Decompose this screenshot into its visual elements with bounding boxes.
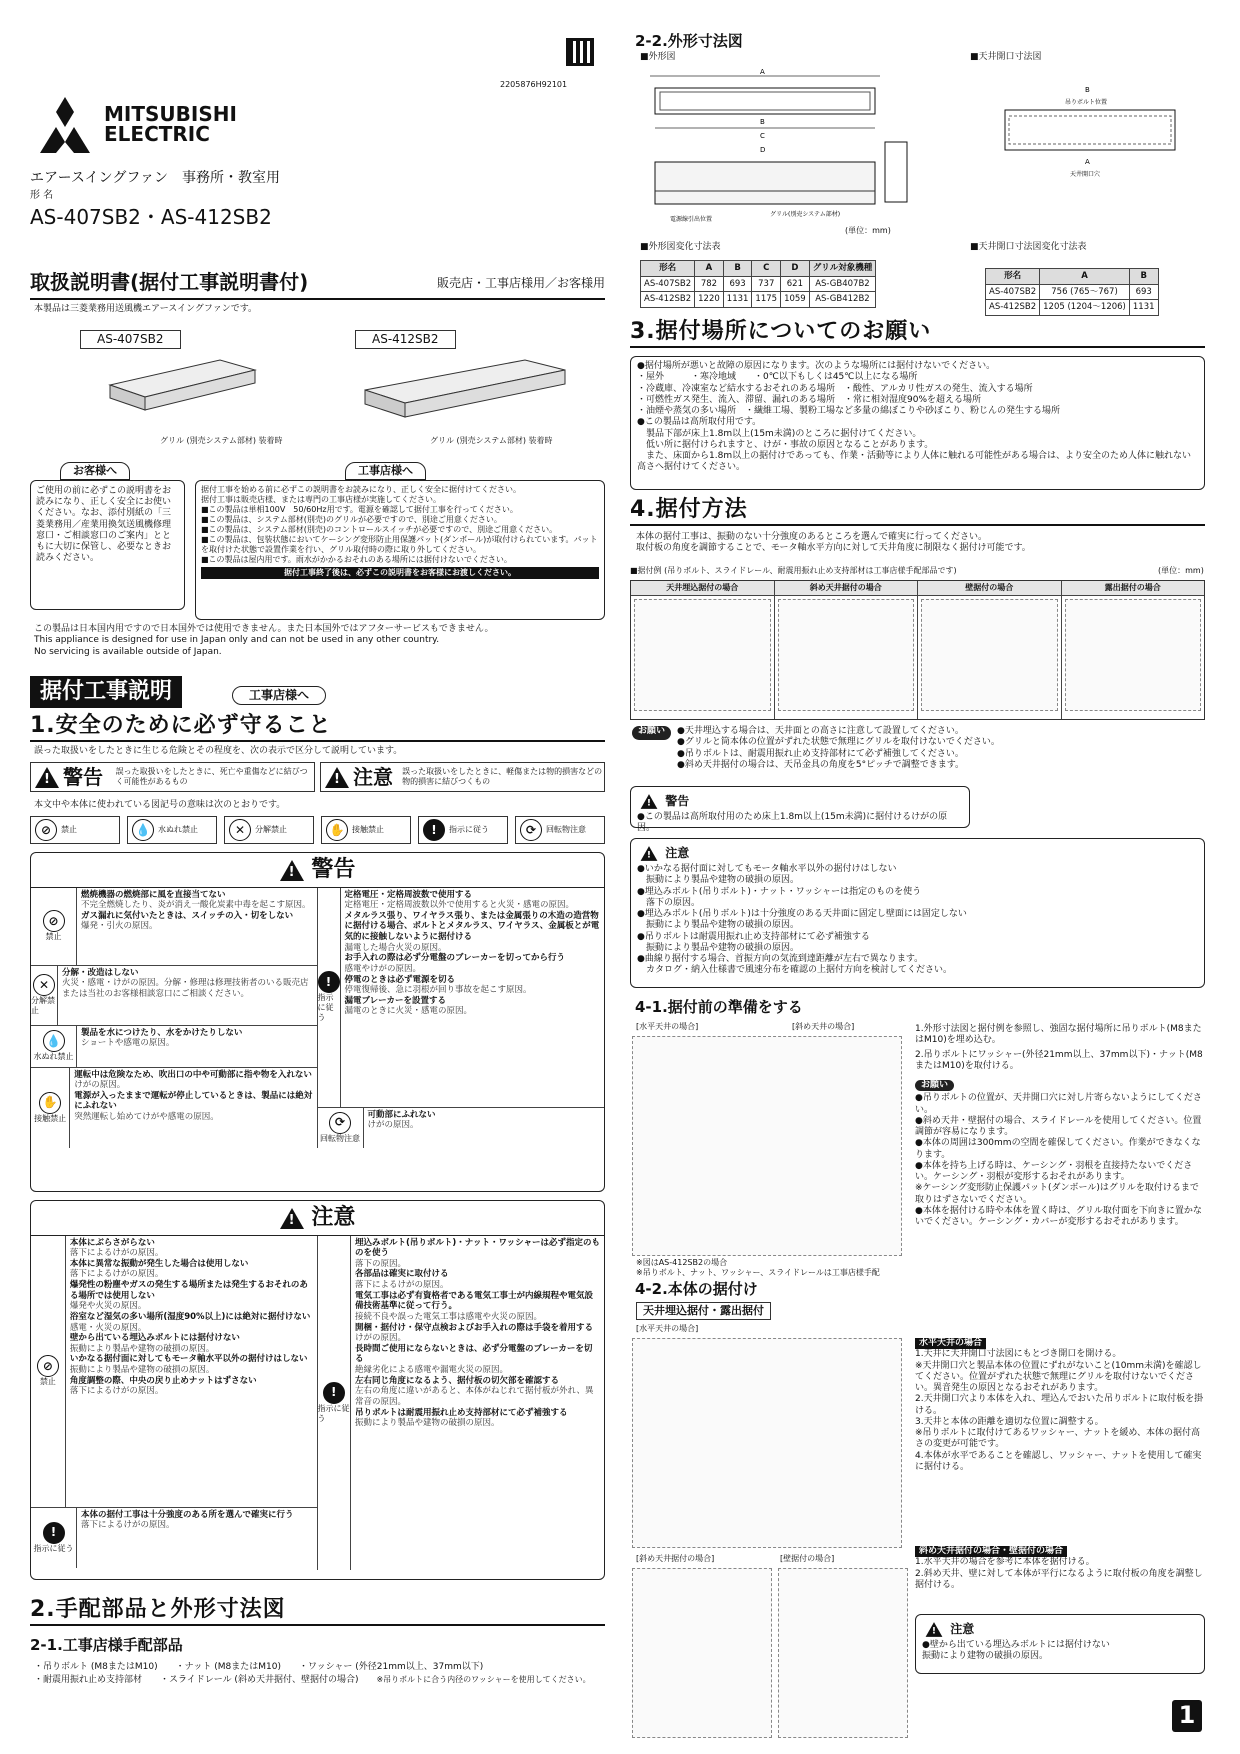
installer-box <box>195 462 605 622</box>
manual-title-bar <box>30 270 605 300</box>
warning-label: 警告 <box>63 764 103 789</box>
caution-legend <box>320 762 605 792</box>
slant-head: 斜め天井据付の場合・壁据付の場合 <box>915 1546 1067 1557</box>
case-diagram <box>921 599 1058 711</box>
product-image-a <box>100 355 260 420</box>
installer-line: ■この製品は単相100V 50/60Hz用です。電源を確認して据付工事を行ってください。 <box>201 504 518 514</box>
outer-drawing <box>640 66 910 241</box>
horiz-head: 水平天井の場合 <box>915 1338 986 1349</box>
section-2-title: 2.手配部品と外形寸法図 <box>30 1596 605 1626</box>
no-touch-icon: ✋ <box>326 819 348 841</box>
no-disassembly-icon: ✕ <box>229 819 251 841</box>
symbol-lead: 本文中や本体に使われている図記号の意味は次のとおりです。 <box>34 800 286 810</box>
caution-table: ! 注意 ⊘ 禁止 本体にぶらさがらない 落下によるけがの原因。 本体に異常な振動が発生した場合は使用しない 落下によるけがの原因。 爆発性の粉塵やガスの発生する場所または発生するおそれのある場所では使用しない 爆発や火災の原因。 浴室など湿気の多い場所(湿度90%以上)には絶対に据付けない 感電・火災の原因。 壁から出ている埋込みボルトには据付けない 振動により製品や建物の破損の原因。 いかなる据付面に対してもモータ軸水平以外の据付けはしない 振動により製品や建物の破損の原因。 角度調整の際、中央の戻り止めナットはずさない 落下によるけがの原因。 ! 指示に従う 本体の据付工事は十分強度のある所を選んで確実に行う 落下によるけがの原因。 ! 指示に従う 埋込みボルト(吊りボルト)・ナット・ワッシャーは必ず指定のものを使う 落下の原因。 各部品は確実に取付ける 落下によるけがの原因。 電気工事は必ず有資格者である電気工事士が内線規程や電気設備技術基準に従って行う。 接続不良や誤った電気工事は感電や火災の原因。 開梱・据付け・保守点検およびお手入れの際は手袋を着用する けがの原因。 長時間ご使用にならないときは、必ず分電盤のブレーカーを切る 絶縁劣化による感電や漏電火災の原因。 左右同じ角度になるよう、据付板の切欠部を確認する 左右の角度に違いがあると、本体がねじれて据付板が外れ、異常音の原因。 吊りボルトは耐震用振れ止め支持部材にて必ず補強する 振動により製品や建物の破損の原因。 <box>30 1200 605 1580</box>
dim-table-2 <box>985 268 1159 316</box>
model-b-label: AS-412SB2 <box>355 330 456 349</box>
table-header: グリル対象機種 <box>809 261 876 277</box>
intro-text: 本製品は三菱業務用送風機エアースイングファンです。 <box>34 304 258 314</box>
qr-code <box>566 38 594 66</box>
installer-body <box>195 480 605 620</box>
unit-note: (単位：mm) <box>845 226 891 235</box>
table-row: AS-412SB2 1205 (1204～1206) 1131 <box>986 300 1159 316</box>
install-examples <box>630 580 1205 720</box>
table-header: B <box>723 261 752 277</box>
table-row: AS-407SB2 756 (765～767) 693 <box>986 284 1159 300</box>
section-2-1-title: 2-1.工事店様手配部品 <box>30 1636 183 1654</box>
s41-notes: ※図はAS-412SB2の場合 ※吊りボルト、ナット、ワッシャー、スライドレールは工事店様手配 <box>636 1258 880 1277</box>
symbol-item: ✕ 分解禁止 <box>224 816 314 844</box>
case-diagram <box>778 599 915 711</box>
case-header: 天井埋込据付の場合 <box>631 581 774 596</box>
product-image-b <box>355 355 575 430</box>
installer-line: ■この製品は、システム部材(別売)のグリルが必要ですので、別途ご用意ください。 <box>201 514 502 524</box>
s4-lead: 本体の据付工事は、振動のない十分強度のあるところを選んで確実に行ってください。 取付板の角度を調節することで、モータ軸水平方向に対して天井角度に制限なく据付け可能です。 <box>636 532 1031 554</box>
symbol-item: ⟳ 回転物注意 <box>515 816 605 844</box>
s42-slant-label: [斜め天井据付の場合] <box>636 1554 715 1563</box>
rotating-parts-icon: ⟳ <box>520 819 542 841</box>
request-tag: お願い <box>632 726 671 740</box>
manual-title: 取扱説明書(据付工事説明書付) <box>30 270 309 294</box>
no-disassembly-icon: ✕ <box>33 974 55 996</box>
table-row: AS-407SB2 782 693 737 621 AS-GB407B2 <box>641 276 876 292</box>
svg-text:A: A <box>760 68 765 76</box>
section-4-2-title: 4-2.本体の据付け <box>635 1280 758 1298</box>
japan-notice: この製品は日本国内用ですので日本国外では使用できません。また日本国外ではアフターサービスもできません。 This appliance is designed for use in Japan only and can not be used in any other country. No servicing is available outside of Japan. <box>34 624 494 657</box>
ceiling-opening-drawing <box>985 80 1195 195</box>
instruction-icon: ! <box>423 819 445 841</box>
svg-text:天井開口穴: 天井開口穴 <box>1070 171 1101 178</box>
dim-table-1 <box>640 260 876 308</box>
installer-line: ■この製品は屋内用です。雨水がかかるおそれのある場所には据付けないでください。 <box>201 554 512 564</box>
s41-slanted: [斜め天井の場合] <box>792 1022 855 1031</box>
installer-tab: 工事店様へ <box>345 462 426 480</box>
install-section-tag: 工事店様へ <box>232 686 326 705</box>
no-water-icon: 💧 <box>132 819 154 841</box>
table-header: 形名 <box>986 269 1040 285</box>
s41-steps: 1.外形寸法図と据付例を参照し、強固な据付場所に吊りボルト(M8またはM10)を埋め込む。 2.吊りボルトにワッシャー(外径21mm以上、37mm以下)・ナット(M8またはM10)を取付ける。 お願い ●吊りボルトの位置が、天井開口穴に対し片寄らないようにしてください。 ●斜め天井・壁据付の場合、スライドレールを使用してください。位置調節が容易になります。 ●本体の周囲は300mmの空間を確保してください。作業ができなくなります。 ●本体を持ち上げる時は、ケーシング・羽根を直接持たないでください。ケーシング・羽根が変形するおそれがあります。 ※ケーシング変形防止保護パット(ダンボール)はグリルを取付けるまで取りはずさないでください。 ●本体を据付ける時や本体を置く時は、グリル取付面を下向きに置かないでください。ケーシング・カバーが変形するおそれがあります。 <box>915 1024 1203 1227</box>
parts-list: ・吊りボルト (M8またはM10) ・ナット (M8またはM10) ・ワッシャー (外径21mm以上、37mm以下) ・耐震用振れ止め支持部材 ・スライドレール (斜め天井据付、壁据付の場合) ※吊りボルトに合う内径のワッシャーを使用してください。 <box>34 1662 591 1686</box>
s42-tag: 天井埋込据付・露出据付 <box>636 1302 771 1320</box>
section-1-title: 1.安全のために必ず守ること <box>30 712 605 742</box>
rotating-parts-icon: ⟳ <box>329 1112 351 1134</box>
section-3-box: ●据付場所が悪いと故障の原因になります。次のような場所には据付けないでください。 ・屋外 ・寒冷地域 ・0℃以下もしくは45℃以上になる場所 ・冷蔵庫、冷凍室など結水するおそれのある場所 ・酸性、アルカリ性ガスの発生、流入する場所 ・可燃性ガス発生、流入、滞留、漏れのある場所 ・常に相対湿度90%を超える場所 ・油煙や蒸気の多い場所 ・繊維工場、製粉工場など多量の綿ぼこりや砂ぼこり、粉じんの発生する場所 ●この製品は高所取付用です。 製品下部が床上1.8m以上(15m未満)のところに据付けてください。 低い所に据付けられますと、けが・事故の原因となることがあります。 また、床面から1.8m以上の据付けであっても、作業・活動等により人体に触れる可能性がある場合は、より安全のため人体に触れない高さへ据付けてください。 <box>630 356 1205 490</box>
svg-text:B: B <box>760 118 765 126</box>
caution-desc: 誤った取扱いをしたときに、軽傷または物的損害などの物的損害に結びつくもの <box>402 767 603 786</box>
brand-name: MITSUBISHI ELECTRIC <box>104 102 237 146</box>
svg-text:B: B <box>1085 86 1090 94</box>
section-3-title: 3.据付場所についてのお願い <box>630 318 1205 348</box>
customer-text: ご使用の前に必ずこの説明書をお読みになり、正しく安全にお使いください。なお、添付別紙の「三菱業務用／産業用換気送風機修理窓口・ご相談窓口のご案内」とともに大切に保管し、必要なときお読みください。 <box>30 480 185 610</box>
s4-unit: (単位：mm) <box>1158 566 1204 575</box>
s42-wall-label: [壁据付の場合] <box>780 1554 835 1563</box>
no-water-icon: 💧 <box>43 1030 65 1052</box>
symbol-item: ⊘ 禁止 <box>30 816 120 844</box>
table-row: AS-412SB2 1220 1131 1175 1059 AS-GB412B2 <box>641 292 876 308</box>
outer-drawing-label: ■外形図 <box>640 52 676 62</box>
request-tag: お願い <box>915 1080 954 1091</box>
table-header: A <box>1040 269 1130 285</box>
svg-text:A: A <box>1085 158 1090 166</box>
svg-text:吊りボルト位置: 吊りボルト位置 <box>1065 99 1108 106</box>
caution-triangle-icon <box>641 846 658 861</box>
warning-table: ! 警告 ⊘ 禁止 燃焼機器の燃焼部に風を直接当てない 不完全燃焼したり、炎が消え一酸化炭素中毒を起こす原因。 ガス漏れに気付いたときは、スイッチの入・切をしない 爆発・引火の原因。 ✕ 分解禁止 分解・改造はしない 火災・感電・けがの原因。分解・修理は修理技術者のいる販売店または当社のお客様相談窓口にご相談ください。 💧 水ぬれ禁止 製品を水につけたり、水をかけたりしない ショートや感電の原因。 ✋ 接触禁止 運転中は危険なため、吹出口の中や可動部に指や物を入れない けがの原因。 電源が入ったままで運転が停止しているときは、製品には絶対にふれない 突然運転し始めてけがや感電の原因。 ! 指示に従う 定格電圧・定格周波数で使用する 定格電圧・定格周波数以外で使用すると火災・感電の原因。 メタルラス張り、ワイヤラス張り、または金属張りの木造の造営物に据付ける場合、ボルトとメタルラス、ワイヤラス、金属板とが電気的に接触しないように据付ける 漏電した場合火災の原因。 お手入れの際は必ず分電盤のブレーカーを切ってから行う 感電やけがの原因。 停電のときは必ず電源を切る 停電復帰後、急に羽根が回り事故を起こす原因。 漏電ブレーカーを設置する 漏電のときに火災・感電の原因。 ⟳ 回転物注意 可動部にふれない けがの原因。 <box>30 852 605 1192</box>
table-header: B <box>1129 269 1158 285</box>
prohibited-icon: ⊘ <box>43 910 65 932</box>
instruction-icon: ! <box>318 971 340 993</box>
symbol-item: ! 指示に従う <box>418 816 508 844</box>
caution-triangle-icon <box>280 1208 304 1229</box>
mitsubishi-logo <box>30 95 100 160</box>
customer-tab: お客様へ <box>60 462 130 480</box>
caution-label: 注意 <box>353 764 393 789</box>
table-header: A <box>695 261 724 277</box>
warning-triangle-icon <box>641 794 658 809</box>
symbol-item: ✋ 接触禁止 <box>321 816 411 844</box>
instruction-icon: ! <box>323 1382 345 1404</box>
prohibited-icon: ⊘ <box>35 819 57 841</box>
case-diagram <box>1065 599 1202 711</box>
warning-desc: 誤った取扱いをしたときに、死亡や重傷などに結びつく可能性があるもの <box>115 767 308 786</box>
svg-text:グリル(別売システム部材): グリル(別売システム部材) <box>770 211 841 218</box>
section-2-2-title: 2-2.外形寸法図 <box>635 32 743 50</box>
symbol-item: 💧 水ぬれ禁止 <box>127 816 217 844</box>
caution-triangle-icon <box>325 767 349 788</box>
customer-box <box>30 462 185 612</box>
case-header: 壁据付の場合 <box>918 581 1061 596</box>
symbol-legend <box>30 816 605 844</box>
install-section-title: 据付工事説明 <box>30 676 182 708</box>
instruction-icon: ! <box>43 1522 65 1544</box>
s4-requests: お願い ●天井埋込する場合は、天井面との高さに注意して設置してください。 ●グリルと筒本体の位置がずれた状態で無理にグリルを取付けないでください。 ●吊りボルトは、耐震用振れ止め支持部材にて必ず補強してください。 ●斜め天井据付の場合は、天吊金具の角度を5°ピッチで調整できます。 <box>632 726 1207 771</box>
no-touch-icon: ✋ <box>39 1092 61 1114</box>
s42-horizontal-steps: 水平天井の場合 1.天井に天井開口寸法図にもとづき開口を開ける。 ※天井開口穴と製品本体の位置にずれがないこと(10mm未満)を確認してください。位置がずれた状態で無理にグリルを取付けないでください。異音発生の原因となるおそれがあります。 2.天井開口穴より本体を入れ、埋込んでおいた吊りボルトに取付板を掛ける。 3.天井と本体の距離を適切な位置に調整する。 ※吊りボルトに取付けてあるワッシャー、ナットを緩め、本体の据付高さの変更が可能です。 4.本体が水平であることを確認し、ワッシャー、ナットを使用して確実に据付ける。 <box>915 1338 1204 1472</box>
s42-diagram-wall <box>778 1568 908 1738</box>
s4-example: ■据付例 (吊りボルト、スライドレール、耐震用振れ止め支持部材は工事店様手配部品です) <box>630 566 957 575</box>
prohibited-icon: ⊘ <box>37 1355 59 1377</box>
svg-text:C: C <box>760 132 765 140</box>
doc-code: 2205876H92101 <box>500 80 568 89</box>
warning-triangle-icon <box>35 767 59 788</box>
installer-line: 据付工事を始める前に必ずこの説明書をお読みになり、正しく安全に据付けてください。 <box>201 484 521 494</box>
dim-table-2-title: ■天井開口寸法図変化寸法表 <box>970 242 1087 252</box>
ceiling-opening-label: ■天井開口寸法図 <box>970 52 1042 62</box>
installer-line: ■この製品は、システム部材(別売)のコントロールスイッチが必要ですので、別途ご用意ください。 <box>201 524 558 534</box>
case-diagram <box>634 599 771 711</box>
warning-legend <box>30 762 315 792</box>
grille-note-b: グリル (別売システム部材) 装着時 <box>430 436 553 445</box>
warning-table-header: ! 警告 <box>31 853 604 888</box>
dim-table-1-title: ■外形図変化寸法表 <box>640 242 721 252</box>
case-header: 斜め天井据付の場合 <box>775 581 918 596</box>
product-type: エアースイングファン 事務所・教室用 <box>30 170 281 186</box>
model-a-label: AS-407SB2 <box>80 330 181 349</box>
section-4-1-title: 4-1.据付前の準備をする <box>635 998 803 1016</box>
s41-diagram <box>632 1036 902 1256</box>
audience: 販売店・工事店様用／お客様用 <box>436 276 605 290</box>
section-4-title: 4.据付方法 <box>630 496 1205 526</box>
s42-horizontal: [水平天井の場合] <box>636 1324 699 1333</box>
page-number: 1 <box>1172 1700 1202 1732</box>
case-header: 露出据付の場合 <box>1062 581 1205 596</box>
models-title: AS-407SB2・AS-412SB2 <box>30 205 272 229</box>
s4-caution-box: ! 注意 ●いかなる据付面に対してもモータ軸水平以外の据付けはしない 振動により製品や建物の破損の原因。 ●埋込みボルト(吊りボルト)・ナット・ワッシャーは指定のものを使う 落下の原因。 ●埋込みボルト(吊りボルト)は十分強度のある天井面に固定し壁面には固定しない 振動により製品や建物の破損の原因。 ●吊りボルトは耐震用振れ止め支持部材にて必ず補強する 振動により製品や建物の破損の原因。 ●曲線り据付する場合、首振方向の気流到達距離が左右で異なります。 カタログ・納入仕様書で風速分布を確認の上据付方向を検討してください。 <box>630 838 1205 988</box>
table-header: 形名 <box>641 261 695 277</box>
warning-triangle-icon <box>280 860 304 881</box>
installer-footer: 据付工事終了後は、必ずこの説明書をお客様にお渡しください。 <box>201 567 599 579</box>
table-header: D <box>781 261 810 277</box>
s4-warning-box: ! 警告 ●この製品は高所取付用のため床上1.8m以上(15m未満)に据付けるけがの原因。 <box>630 786 970 828</box>
grille-note-a: グリル (別売システム部材) 装着時 <box>160 436 283 445</box>
s42-diagram-slant <box>632 1568 772 1738</box>
s42-slant-steps: 斜め天井据付の場合・壁据付の場合 1.水平天井の場合を参考に本体を据付ける。 2.斜め天井、壁に対して本体が平行になるように取付板の角度を調整し据付ける。 <box>915 1546 1203 1590</box>
s42-diagram-horizontal <box>632 1338 902 1548</box>
model-label: 形 名 <box>30 190 54 201</box>
s1-lead: 誤った取扱いをしたときに生じる危険とその程度を、次の表示で区分して説明しています。 <box>34 746 403 756</box>
s41-horizontal: [水平天井の場合] <box>636 1022 699 1031</box>
caution-table-header: ! 注意 <box>31 1201 604 1236</box>
svg-text:電源線引出位置: 電源線引出位置 <box>670 216 713 223</box>
s42-caution-box: ! 注意 ●壁から出ている埋込みボルトには据付けない 振動により建物の破損の原因。 <box>915 1614 1205 1674</box>
table-header: C <box>752 261 781 277</box>
caution-triangle-icon <box>926 1622 943 1637</box>
installer-line: 据付工事は販売店様、または専門の工事店様が実施してください。 <box>201 494 441 504</box>
svg-text:D: D <box>760 146 766 154</box>
installer-line: ■この製品は、包装状態においてケーシング変形防止用保護パット(ダンボール)が取付けられています。パットを取付けた状態で設置作業を行い、グリル取付時の際に取り外してください。 <box>201 534 598 554</box>
